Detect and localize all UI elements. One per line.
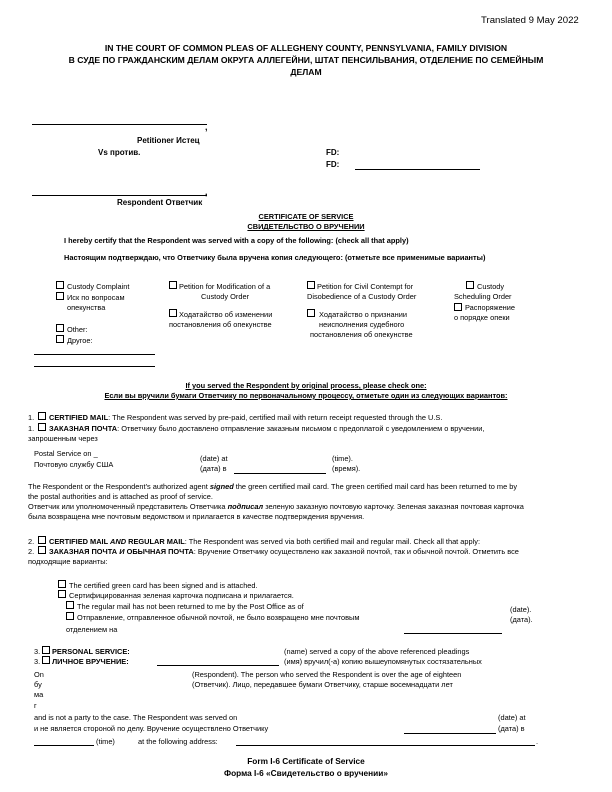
s2-line-ru-2: подходящие варианты: — [28, 557, 108, 566]
scheduling-ru-label: Распоряжение — [465, 303, 516, 312]
versus-label: Vs против. — [98, 148, 141, 157]
contempt-checkbox[interactable] — [307, 281, 315, 289]
green-card-en: The certified green card has been signed and is attached. — [69, 581, 258, 590]
form-footer-ru: Форма I-6 «Свидетельство о вручении» — [223, 768, 389, 778]
s3-r: г — [34, 701, 37, 710]
certify-intro-ru: Настоящим подтверждаю, что Ответчику была вручена копия следующего: (отметьте все применимые варианты) — [64, 253, 486, 262]
certified-mail-checkbox[interactable] — [38, 412, 46, 420]
personal-service-label: PERSONAL SERVICE: — [52, 647, 130, 656]
custody-complaint-ru-label: Иск по вопросам — [67, 293, 125, 302]
court-title-ru: В СУДЕ ПО ГРАЖДАНСКИМ ДЕЛАМ ОКРУГА АЛЛЕГЕЙНИ, ШТАТ ПЕНСИЛЬВАНИЯ, ОТДЕЛЕНИЕ ПО СЕМЕЙНЫМ — [68, 55, 544, 65]
petitioner-line[interactable] — [32, 124, 207, 125]
address-period: . — [536, 737, 539, 746]
certify-intro-en: I hereby certify that the Respondent was served with a copy of the following: (check all that apply) — [64, 236, 409, 245]
custody-complaint-checkbox[interactable] — [56, 281, 64, 289]
signed-card-ru: Ответчик или уполномоченный представитель Ответчика подписал зеленую заказную почтовую карточку. Зеленая заказная почтовая карточка — [28, 502, 524, 511]
modification-ru-label: Ходатайство об изменении — [179, 310, 273, 319]
signed-card-en: The Respondent or the Respondent’s authorized agent signed the green certified mail card. The green certified mail card has been returned to me by — [28, 482, 518, 491]
contempt-ru-label-3: постановления об опекунстве — [310, 330, 413, 339]
s2-line-ru: ЗАКАЗНАЯ ПОЧТА И ОБЫЧНАЯ ПОЧТА: Вручение Ответчику осуществлено как заказной почтой, так и обычной почтой. Отметить все — [49, 547, 519, 556]
regular-mail-ru-2: отделением на — [66, 625, 118, 634]
modification-label-2: Custody Order — [201, 292, 250, 301]
scheduling-label: Custody — [477, 282, 505, 291]
s1-time-line[interactable] — [234, 473, 326, 474]
process-heading-en: If you served the Respondent by original process, please check one: — [185, 381, 427, 390]
scheduling-label-2: Scheduling Order — [454, 292, 512, 301]
other-line-2[interactable] — [34, 366, 155, 367]
other-ru-label: Другое: — [67, 336, 93, 345]
personal-delivery-ru-checkbox[interactable] — [42, 656, 50, 664]
s2-date-ru: (дата). — [510, 615, 533, 624]
served-time-line[interactable] — [34, 745, 94, 746]
not-party-en: and is not a party to the case. The Respondent was served on — [34, 713, 238, 722]
not-party-ru: и не является стороной по делу. Вручение осуществлено Ответчику — [34, 724, 269, 733]
s1-number-ru: 1. — [28, 424, 35, 433]
fd-label-1: FD: — [326, 148, 340, 157]
date-at-en: (date) at — [200, 454, 228, 463]
signed-card-ru-2: была возвращена мне почтовым ведомством и прилагается в качестве подтверждения вручения. — [28, 512, 365, 521]
signed-card-en-2: the postal authorities and is attached as proof of service. — [28, 492, 213, 501]
court-title-en: IN THE COURT OF COMMON PLEAS OF ALLEGHENY COUNTY, PENNSYLVANIA, FAMILY DIVISION — [104, 43, 508, 53]
postal-service-en: Postal Service on _ — [34, 449, 98, 458]
modification-ru-label-2: постановления об опекунстве — [169, 320, 272, 329]
contempt-ru-label: Ходатайство о признании — [319, 310, 408, 319]
s3-number: 3. — [34, 647, 41, 656]
s3-number-ru: 3. — [34, 657, 41, 666]
fd-label-2: FD: — [326, 160, 340, 169]
registered-mail-ru-checkbox[interactable] — [38, 423, 46, 431]
contempt-label-2: Disobedience of a Custody Order — [307, 292, 417, 301]
personal-service-checkbox[interactable] — [42, 646, 50, 654]
other-line-1[interactable] — [34, 354, 155, 355]
scheduling-checkbox[interactable] — [466, 281, 474, 289]
contempt-ru-checkbox[interactable] — [307, 309, 315, 317]
address-line[interactable] — [236, 745, 535, 746]
regular-mail-ru-checkbox[interactable] — [66, 612, 74, 620]
modification-checkbox[interactable] — [169, 281, 177, 289]
form-footer-en: Form I-6 Certificate of Service — [247, 756, 365, 766]
s3-bu: бу — [34, 680, 42, 689]
custody-complaint-ru-label-2: опекунства — [67, 303, 106, 312]
s3-on: On — [34, 670, 44, 679]
served-time-label: (time) — [96, 737, 115, 746]
s1-line-en: CERTIFIED MAIL: The Respondent was served by pre-paid, certified mail with return receipt requested through the U.S. — [49, 413, 443, 422]
respondent-age-en: (Respondent). The person who served the Respondent is over the age of eighteen — [192, 670, 462, 679]
custody-complaint-label: Custody Complaint — [67, 282, 130, 291]
s1-line-ru-2: запрошенным через — [28, 434, 98, 443]
certificate-title-ru: СВИДЕТЕЛЬСТВО О ВРУЧЕНИИ — [247, 222, 365, 231]
server-name-line[interactable] — [157, 665, 279, 666]
translated-date: Translated 9 May 2022 — [481, 15, 579, 26]
s2-line-en: CERTIFIED MAIL AND REGULAR MAIL: The Respondent was served via both certified mail and regular mail. Check all that apply: — [49, 537, 481, 546]
green-card-checkbox[interactable] — [58, 580, 66, 588]
postal-service-ru: Почтовую службу США — [34, 460, 114, 469]
served-date-line[interactable] — [404, 733, 496, 734]
s2-date-line[interactable] — [404, 633, 502, 634]
time-en: (time). — [332, 454, 353, 463]
scheduling-ru-label-2: о порядке опеки — [454, 313, 510, 322]
custody-complaint-ru-checkbox[interactable] — [56, 292, 64, 300]
certificate-title-en: CERTIFICATE OF SERVICE — [258, 212, 354, 221]
s2-number: 2. — [28, 537, 35, 546]
respondent-comma: , — [205, 187, 208, 197]
registered-regular-mail-ru-checkbox[interactable] — [38, 546, 46, 554]
green-card-ru-checkbox[interactable] — [58, 590, 66, 598]
certified-regular-mail-checkbox[interactable] — [38, 536, 46, 544]
court-title-ru-cont: ДЕЛАМ — [290, 67, 322, 77]
s1-number: 1. — [28, 413, 35, 422]
s1-line-ru: ЗАКАЗНАЯ ПОЧТА: Ответчику было доставлено отправление заказным письмом с предоплатой с уведомлением о вручении, — [49, 424, 485, 433]
other-checkbox[interactable] — [56, 324, 64, 332]
petitioner-label: Petitioner Истец — [137, 136, 200, 145]
regular-mail-en: The regular mail has not been returned to me by the Post Office as of — [77, 602, 304, 611]
respondent-label: Respondent Ответчик — [117, 198, 203, 207]
green-card-ru: Сертифицированная зеленая карточка подписана и прилагается. — [69, 591, 294, 600]
date-at-ru: (дата) в — [200, 464, 227, 473]
s2-date-en: (date). — [510, 605, 532, 614]
contempt-ru-label-2: неисполнения судебного — [319, 320, 405, 329]
served-date-ru: (дата) в — [498, 724, 525, 733]
respondent-line[interactable] — [32, 195, 207, 196]
server-name-ru: (имя) вручил(-а) копию вышеупомянутых состязательных — [284, 657, 482, 666]
modification-label: Petition for Modification of a — [179, 282, 271, 291]
other-label: Other: — [67, 325, 88, 334]
s2-number-ru: 2. — [28, 547, 35, 556]
s3-ma: ма — [34, 690, 44, 699]
contempt-label: Petition for Civil Contempt for — [317, 282, 414, 291]
other-ru-checkbox[interactable] — [56, 335, 64, 343]
personal-delivery-ru-label: ЛИЧНОЕ ВРУЧЕНИЕ: — [52, 657, 129, 666]
regular-mail-checkbox[interactable] — [66, 601, 74, 609]
scheduling-ru-checkbox[interactable] — [454, 303, 462, 311]
process-heading-ru: Если вы вручили бумаги Ответчику по первоначальному процессу, отметьте один из следующих вариантов: — [104, 391, 508, 400]
regular-mail-ru: Отправление, отправленное обычной почтой, не было возвращено мне почтовым — [77, 613, 360, 622]
server-name-en: (name) served a copy of the above referenced pleadings — [284, 647, 470, 656]
modification-ru-checkbox[interactable] — [169, 309, 177, 317]
respondent-age-ru: (Ответчик). Лицо, передавшее бумаги Ответчику, старше восемнадцати лет — [192, 680, 453, 689]
time-ru: (время). — [332, 464, 361, 473]
fd-number-line[interactable] — [355, 169, 480, 170]
address-label: at the following address: — [138, 737, 218, 746]
served-date-en: (date) at — [498, 713, 526, 722]
petitioner-comma: , — [205, 122, 208, 132]
